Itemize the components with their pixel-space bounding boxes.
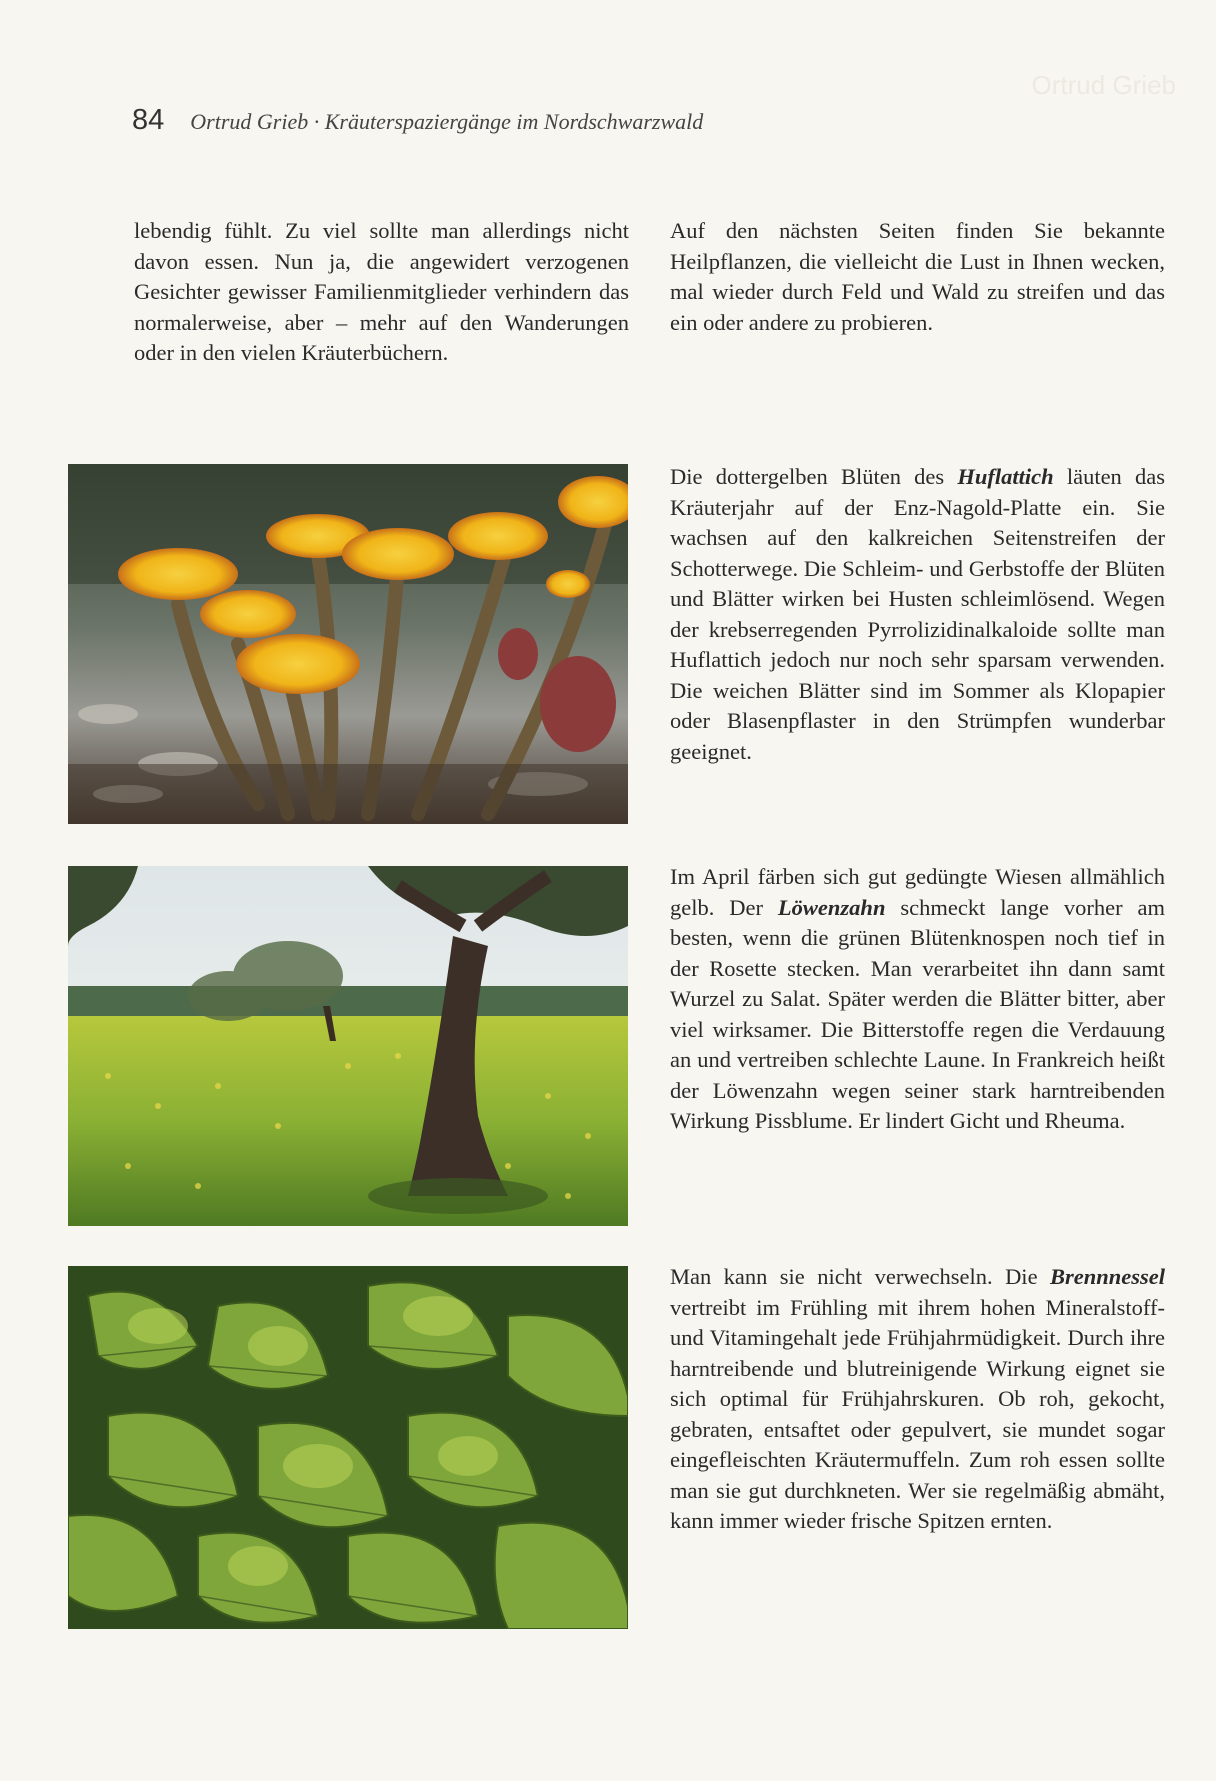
running-title: Ortrud Grieb · Kräuterspaziergänge im Nordschwarzwald	[190, 109, 704, 134]
loewenzahn-text-after: schmeckt lange vorher am besten, wenn die grünen Blütenknospen noch tief in der Rosette stecken. Man verarbeitet ihn dann samt Wurzel zu Salat. Später werden die Blätter bitter, aber viel wirksamer. Die Bitterstoffe regen die Verdauung an und vertreiben schlechte Laune. In Frankreich heißt der Löwenzahn wegen seiner stark harntreibenden Wirkung Pissblume. Er lindert Gicht und Rheuma.	[670, 894, 1166, 1133]
page-header	[132, 104, 703, 137]
left-column-paragraph: lebendig fühlt. Zu viel sollte man allerdings nicht davon essen. Nun ja, die angewidert verzogenen Gesichter gewisser Familienmitglieder verhindern das normalerweise, aber – mehr auf den Wanderungen oder in den vielen Kräuterbüchern.	[134, 218, 629, 365]
loewenzahn-paragraph	[670, 862, 1165, 1137]
brennnessel-text-after: vertreibt im Frühling mit ihrem hohen Mineralstoff- und Vitamingehalt jede Frühjahrmüdigkeit. Durch ihre harntreibende und blutreinigende Wirkung eignet sie sich optimal für Frühjahrskuren. Ob roh, gekocht, gebraten, entsaftet oder gepulvert, sie mundet sogar eingefleischten Kräutermuffeln. Zum roh essen sollte man sie gut durchkneten. Wer sie regelmäßig abmäht, kann immer wieder frische Spitzen ernten.	[670, 1294, 1165, 1533]
page-number: 84	[132, 104, 165, 136]
loewenzahn-text-before: Im April färben sich gut gedüngte Wiesen allmählich gelb. Der	[670, 864, 1165, 920]
coltsfoot-photo	[68, 464, 628, 824]
brennnessel-text-before: Man kann sie nicht verwechseln. Die	[670, 1264, 1050, 1289]
nettle-photo	[68, 1266, 628, 1629]
brennnessel-paragraph	[670, 1262, 1165, 1537]
ghost-header: Ortrud Grieb	[1031, 70, 1176, 100]
huflattich-text-before: Die dottergelben Blüten des	[670, 464, 958, 489]
intro-paragraph: Auf den nächsten Seiten finden Sie bekannte Heilpflanzen, die vielleicht die Lust in Ihnen wecken, mal wieder durch Feld und Wald zu streifen und das ein oder andere zu probieren.	[670, 218, 1165, 335]
huflattich-text-after: läuten das Kräuterjahr auf der Enz-Nagold-Platte ein. Sie wachsen auf den kalkreichen Seitenstreifen der Schotterwege. Die Schleim- und Gerbstoffe der Blüten und Blätter wirken bei Husten schleimlösend. Wegen der krebserregenden Pyrrolizidinalkaloide sollte man Huflattich jedoch nur noch sehr sparsam verwenden. Die weichen Blätter sind im Sommer als Klopapier oder Blasenpflaster in den Strümpfen wunderbar geeignet.	[670, 464, 1166, 764]
brennnessel-name: Brennnessel	[1049, 1264, 1165, 1289]
meadow-photo	[68, 866, 628, 1226]
loewenzahn-name: Löwenzahn	[777, 894, 886, 920]
huflattich-paragraph	[670, 462, 1165, 767]
huflattich-name: Huflattich	[957, 464, 1054, 489]
